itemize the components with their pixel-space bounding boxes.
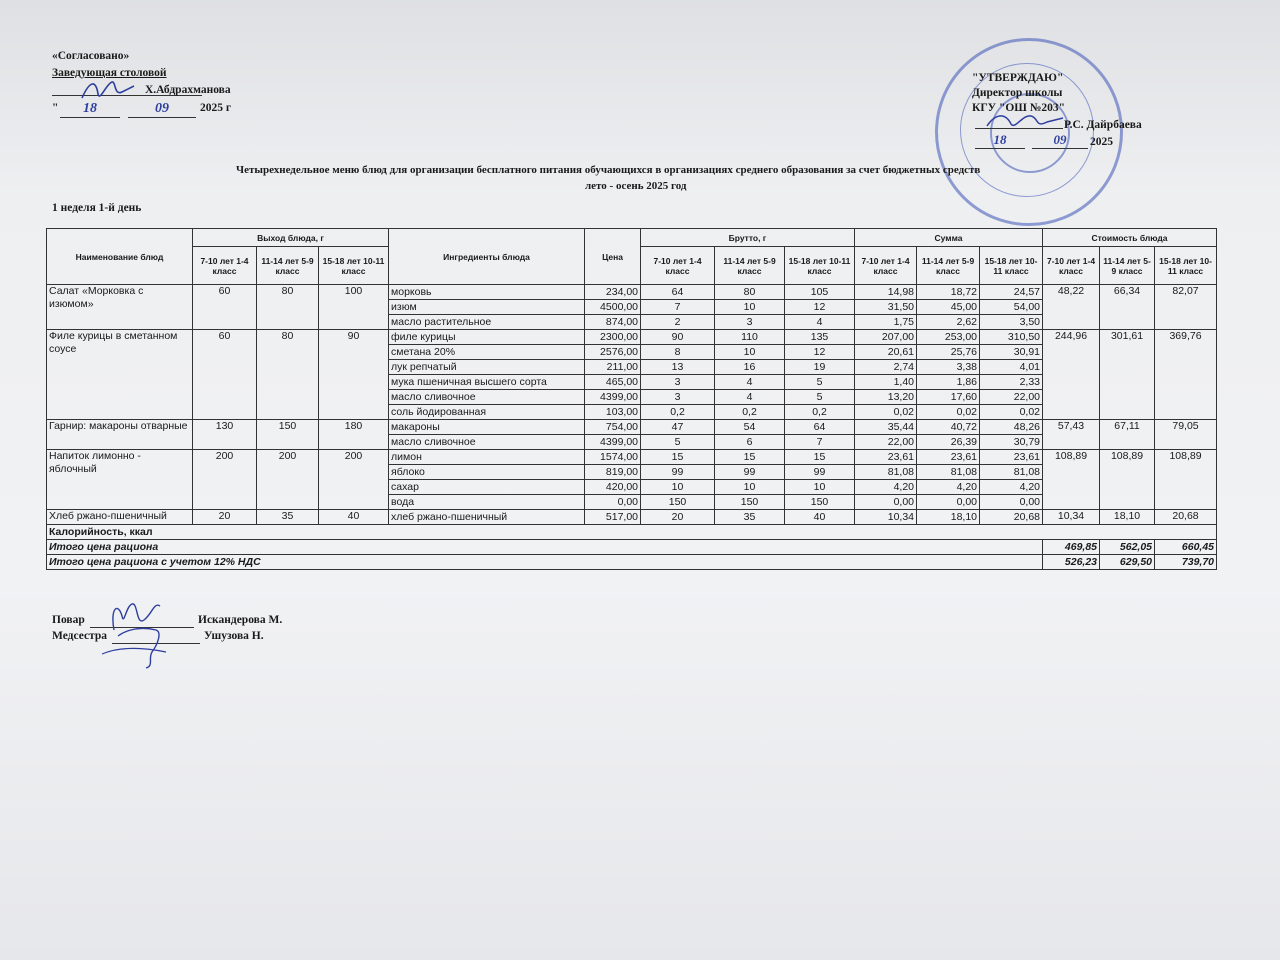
dish-output: 35 (257, 510, 319, 525)
cook-nurse-handwritten-signature (96, 596, 176, 672)
ingredient-gross: 99 (785, 465, 855, 480)
dish-output: 100 (319, 285, 389, 330)
canteen-head-name: Х.Абдрахманова (145, 84, 231, 96)
calories-row (47, 525, 1217, 540)
ingredient-gross: 16 (715, 360, 785, 375)
ingredient-gross: 90 (641, 330, 715, 345)
total-vat-age1: 526,23 (1043, 555, 1100, 570)
header-output-age1: 7-10 лет 1-4 класс (193, 247, 257, 285)
ingredient-name: яблоко (389, 465, 585, 480)
ingredient-sum: 22,00 (855, 435, 917, 450)
table-row (47, 420, 1217, 435)
ingredient-sum: 18,72 (917, 285, 980, 300)
ingredient-sum: 45,00 (917, 300, 980, 315)
dish-cost: 67,11 (1100, 420, 1155, 450)
ingredient-price: 4500,00 (585, 300, 641, 315)
ingredient-gross: 10 (715, 300, 785, 315)
total-vat-age3: 739,70 (1155, 555, 1217, 570)
nurse-name: Ушузова Н. (204, 630, 264, 642)
ingredient-gross: 15 (641, 450, 715, 465)
ingredient-sum: 81,08 (917, 465, 980, 480)
dish-cost: 79,05 (1155, 420, 1217, 450)
ingredient-sum: 25,76 (917, 345, 980, 360)
table-row (47, 450, 1217, 465)
dish-output: 90 (319, 330, 389, 420)
ingredient-gross: 10 (715, 480, 785, 495)
ingredient-name: лимон (389, 450, 585, 465)
ingredient-sum: 4,20 (855, 480, 917, 495)
right-date-day: 18 (975, 132, 1025, 149)
ingredient-price: 0,00 (585, 495, 641, 510)
ingredient-sum: 4,01 (980, 360, 1043, 375)
ingredient-sum: 2,62 (917, 315, 980, 330)
dish-output: 130 (193, 420, 257, 450)
ingredient-gross: 4 (785, 315, 855, 330)
header-output-age2: 11-14 лет 5-9 класс (257, 247, 319, 285)
ingredient-name: хлеб ржано-пшеничный (389, 510, 585, 525)
ingredient-sum: 3,38 (917, 360, 980, 375)
dish-name: Гарнир: макароны отварные (47, 420, 193, 450)
ingredient-price: 465,00 (585, 375, 641, 390)
ingredient-gross: 10 (641, 480, 715, 495)
ingredient-price: 754,00 (585, 420, 641, 435)
nurse-label: Медсестра (52, 630, 108, 642)
ingredient-name: изюм (389, 300, 585, 315)
ingredient-sum: 40,72 (917, 420, 980, 435)
cook-name: Искандерова М. (198, 614, 283, 626)
ingredient-name: лук репчатый (389, 360, 585, 375)
dish-output: 80 (257, 285, 319, 330)
header-dish: Наименование блюд (47, 229, 193, 285)
ingredient-price: 2576,00 (585, 345, 641, 360)
ingredient-gross: 19 (785, 360, 855, 375)
dish-output: 200 (319, 450, 389, 510)
ingredient-sum: 1,86 (917, 375, 980, 390)
ingredient-sum: 2,74 (855, 360, 917, 375)
header-ingredients: Ингредиенты блюда (389, 229, 585, 285)
dish-cost: 48,22 (1043, 285, 1100, 330)
ingredient-sum: 54,00 (980, 300, 1043, 315)
total-label: Итого цена рациона (47, 540, 1043, 555)
header-gross-age1: 7-10 лет 1-4 класс (641, 247, 715, 285)
total-vat-row (47, 555, 1217, 570)
ingredient-sum: 310,50 (980, 330, 1043, 345)
ingredient-sum: 81,08 (855, 465, 917, 480)
header-output-age3: 15-18 лет 10-11 класс (319, 247, 389, 285)
ingredient-sum: 23,61 (855, 450, 917, 465)
ingredient-sum: 4,20 (980, 480, 1043, 495)
left-date-day: 18 (60, 101, 120, 118)
header-gross: Брутто, г (641, 229, 855, 247)
ingredient-gross: 12 (785, 300, 855, 315)
ingredient-sum: 1,40 (855, 375, 917, 390)
ingredient-gross: 64 (641, 285, 715, 300)
dish-cost: 10,34 (1043, 510, 1100, 525)
dish-name: Салат «Морковка с изюмом» (47, 285, 193, 330)
ingredient-gross: 0,2 (715, 405, 785, 420)
dish-output: 180 (319, 420, 389, 450)
ingredient-sum: 1,75 (855, 315, 917, 330)
ingredient-gross: 0,2 (641, 405, 715, 420)
approve-label: "УТВЕРЖДАЮ" (972, 72, 1064, 84)
dish-cost: 108,89 (1155, 450, 1217, 510)
total-age3: 660,45 (1155, 540, 1217, 555)
document-subtitle: лето - осень 2025 год (585, 180, 687, 192)
ingredient-name: масло сливочное (389, 435, 585, 450)
header-gross-age3: 15-18 лет 10-11 класс (785, 247, 855, 285)
ingredient-sum: 18,10 (917, 510, 980, 525)
header-cost: Стоимость блюда (1043, 229, 1217, 247)
dish-output: 60 (193, 285, 257, 330)
ingredient-sum: 0,00 (855, 495, 917, 510)
dish-output: 80 (257, 330, 319, 420)
ingredient-sum: 2,33 (980, 375, 1043, 390)
ingredient-sum: 0,00 (980, 495, 1043, 510)
ingredient-gross: 15 (785, 450, 855, 465)
dish-cost: 20,68 (1155, 510, 1217, 525)
ingredient-sum: 0,02 (917, 405, 980, 420)
ingredient-price: 517,00 (585, 510, 641, 525)
ingredient-gross: 5 (785, 375, 855, 390)
ingredient-gross: 3 (641, 375, 715, 390)
dish-output: 20 (193, 510, 257, 525)
ingredient-price: 874,00 (585, 315, 641, 330)
ingredient-gross: 40 (785, 510, 855, 525)
ingredient-gross: 6 (715, 435, 785, 450)
dish-cost: 244,96 (1043, 330, 1100, 420)
ingredient-sum: 31,50 (855, 300, 917, 315)
total-vat-age2: 629,50 (1100, 555, 1155, 570)
ingredient-name: филе курицы (389, 330, 585, 345)
ingredient-price: 4399,00 (585, 390, 641, 405)
ingredient-gross: 12 (785, 345, 855, 360)
ingredient-sum: 4,20 (917, 480, 980, 495)
ingredient-sum: 207,00 (855, 330, 917, 345)
ingredient-gross: 0,2 (785, 405, 855, 420)
table-row (47, 330, 1217, 345)
total-vat-label: Итого цена рациона с учетом 12% НДС (47, 555, 1043, 570)
calories-label: Калорийность, ккал (47, 525, 1217, 540)
ingredient-sum: 35,44 (855, 420, 917, 435)
dish-cost: 82,07 (1155, 285, 1217, 330)
menu-body (47, 285, 1217, 525)
ingredient-price: 234,00 (585, 285, 641, 300)
dish-cost: 369,76 (1155, 330, 1217, 420)
header-sum-age3: 15-18 лет 10-11 класс (980, 247, 1043, 285)
ingredient-name: морковь (389, 285, 585, 300)
total-row (47, 540, 1217, 555)
dish-output: 200 (193, 450, 257, 510)
ingredient-gross: 64 (785, 420, 855, 435)
ingredient-gross: 8 (641, 345, 715, 360)
ingredient-sum: 13,20 (855, 390, 917, 405)
table-row (47, 285, 1217, 300)
ingredient-gross: 80 (715, 285, 785, 300)
ingredient-sum: 30,79 (980, 435, 1043, 450)
ingredient-gross: 35 (715, 510, 785, 525)
ingredient-gross: 15 (715, 450, 785, 465)
right-date-year: 2025 (1090, 136, 1113, 148)
ingredient-name: сахар (389, 480, 585, 495)
ingredient-name: мука пшеничная высшего сорта (389, 375, 585, 390)
table-row (47, 510, 1217, 525)
header-cost-age3: 15-18 лет 10-11 класс (1155, 247, 1217, 285)
ingredient-sum: 30,91 (980, 345, 1043, 360)
ingredient-gross: 47 (641, 420, 715, 435)
ingredient-price: 819,00 (585, 465, 641, 480)
left-date-year: 2025 г (200, 102, 232, 114)
ingredient-sum: 3,50 (980, 315, 1043, 330)
ingredient-sum: 22,00 (980, 390, 1043, 405)
ingredient-gross: 2 (641, 315, 715, 330)
total-age1: 469,85 (1043, 540, 1100, 555)
right-date-month: 09 (1032, 132, 1088, 149)
ingredient-sum: 23,61 (917, 450, 980, 465)
ingredient-sum: 26,39 (917, 435, 980, 450)
ingredient-name: соль йодированная (389, 405, 585, 420)
ingredient-sum: 14,98 (855, 285, 917, 300)
dish-cost: 57,43 (1043, 420, 1100, 450)
ingredient-sum: 48,26 (980, 420, 1043, 435)
ingredient-price: 2300,00 (585, 330, 641, 345)
header-cost-age1: 7-10 лет 1-4 класс (1043, 247, 1100, 285)
ingredient-sum: 0,00 (917, 495, 980, 510)
header-sum-age1: 7-10 лет 1-4 класс (855, 247, 917, 285)
ingredient-sum: 10,34 (855, 510, 917, 525)
ingredient-gross: 150 (641, 495, 715, 510)
ingredient-gross: 3 (715, 315, 785, 330)
dish-output: 60 (193, 330, 257, 420)
ingredient-sum: 0,02 (855, 405, 917, 420)
ingredient-gross: 105 (785, 285, 855, 300)
left-date-month: 09 (128, 101, 196, 118)
ingredient-gross: 4 (715, 390, 785, 405)
right-handwritten-signature (985, 108, 1065, 134)
ingredient-gross: 13 (641, 360, 715, 375)
ingredient-price: 420,00 (585, 480, 641, 495)
dish-cost: 108,89 (1100, 450, 1155, 510)
ingredient-gross: 150 (715, 495, 785, 510)
ingredient-gross: 54 (715, 420, 785, 435)
ingredient-gross: 7 (785, 435, 855, 450)
menu-table (46, 228, 1217, 570)
header-sum-age2: 11-14 лет 5-9 класс (917, 247, 980, 285)
ingredient-gross: 99 (641, 465, 715, 480)
ingredient-gross: 20 (641, 510, 715, 525)
ingredient-name: сметана 20% (389, 345, 585, 360)
dish-cost: 18,10 (1100, 510, 1155, 525)
ingredient-sum: 253,00 (917, 330, 980, 345)
dish-name: Филе курицы в сметанном соусе (47, 330, 193, 420)
day-label: 1 неделя 1-й день (52, 202, 142, 214)
ingredient-sum: 24,57 (980, 285, 1043, 300)
dish-output: 40 (319, 510, 389, 525)
ingredient-sum: 81,08 (980, 465, 1043, 480)
header-cost-age2: 11-14 лет 5-9 класс (1100, 247, 1155, 285)
cook-label: Повар (52, 614, 85, 626)
ingredient-gross: 10 (785, 480, 855, 495)
ingredient-gross: 3 (641, 390, 715, 405)
ingredient-name: вода (389, 495, 585, 510)
header-output: Выход блюда, г (193, 229, 389, 247)
header-price: Цена (585, 229, 641, 285)
dish-output: 150 (257, 420, 319, 450)
ingredient-gross: 150 (785, 495, 855, 510)
document-title: Четырехнедельное меню блюд для организации бесплатного питания обучающихся в организациях среднего образования за счет бюджетных средств (236, 164, 981, 176)
ingredient-gross: 99 (715, 465, 785, 480)
ingredient-gross: 4 (715, 375, 785, 390)
left-date-quote: " (52, 102, 59, 114)
ingredient-price: 4399,00 (585, 435, 641, 450)
ingredient-gross: 110 (715, 330, 785, 345)
director-role: Директор школы (972, 87, 1063, 99)
ingredient-name: макароны (389, 420, 585, 435)
ingredient-gross: 7 (641, 300, 715, 315)
ingredient-sum: 23,61 (980, 450, 1043, 465)
dish-output: 200 (257, 450, 319, 510)
ingredient-name: масло растительное (389, 315, 585, 330)
ingredient-gross: 10 (715, 345, 785, 360)
total-age2: 562,05 (1100, 540, 1155, 555)
ingredient-price: 1574,00 (585, 450, 641, 465)
ingredient-gross: 5 (641, 435, 715, 450)
dish-name: Хлеб ржано-пшеничный (47, 510, 193, 525)
dish-name: Напиток лимонно - яблочный (47, 450, 193, 510)
agreed-label: «Согласовано» (52, 50, 130, 62)
ingredient-gross: 135 (785, 330, 855, 345)
left-handwritten-signature (78, 76, 138, 104)
dish-cost: 301,61 (1100, 330, 1155, 420)
dish-cost: 66,34 (1100, 285, 1155, 330)
canteen-head-role: Заведующая столовой (52, 67, 167, 79)
header-sum: Сумма (855, 229, 1043, 247)
ingredient-price: 211,00 (585, 360, 641, 375)
header-gross-age2: 11-14 лет 5-9 класс (715, 247, 785, 285)
ingredient-sum: 17,60 (917, 390, 980, 405)
ingredient-gross: 5 (785, 390, 855, 405)
director-name: Р.С. Дайрбаева (1064, 119, 1142, 131)
school-org: КГУ "ОШ №203" (972, 102, 1065, 114)
dish-cost: 108,89 (1043, 450, 1100, 510)
ingredient-price: 103,00 (585, 405, 641, 420)
ingredient-sum: 20,68 (980, 510, 1043, 525)
ingredient-sum: 20,61 (855, 345, 917, 360)
ingredient-name: масло сливочное (389, 390, 585, 405)
ingredient-sum: 0,02 (980, 405, 1043, 420)
